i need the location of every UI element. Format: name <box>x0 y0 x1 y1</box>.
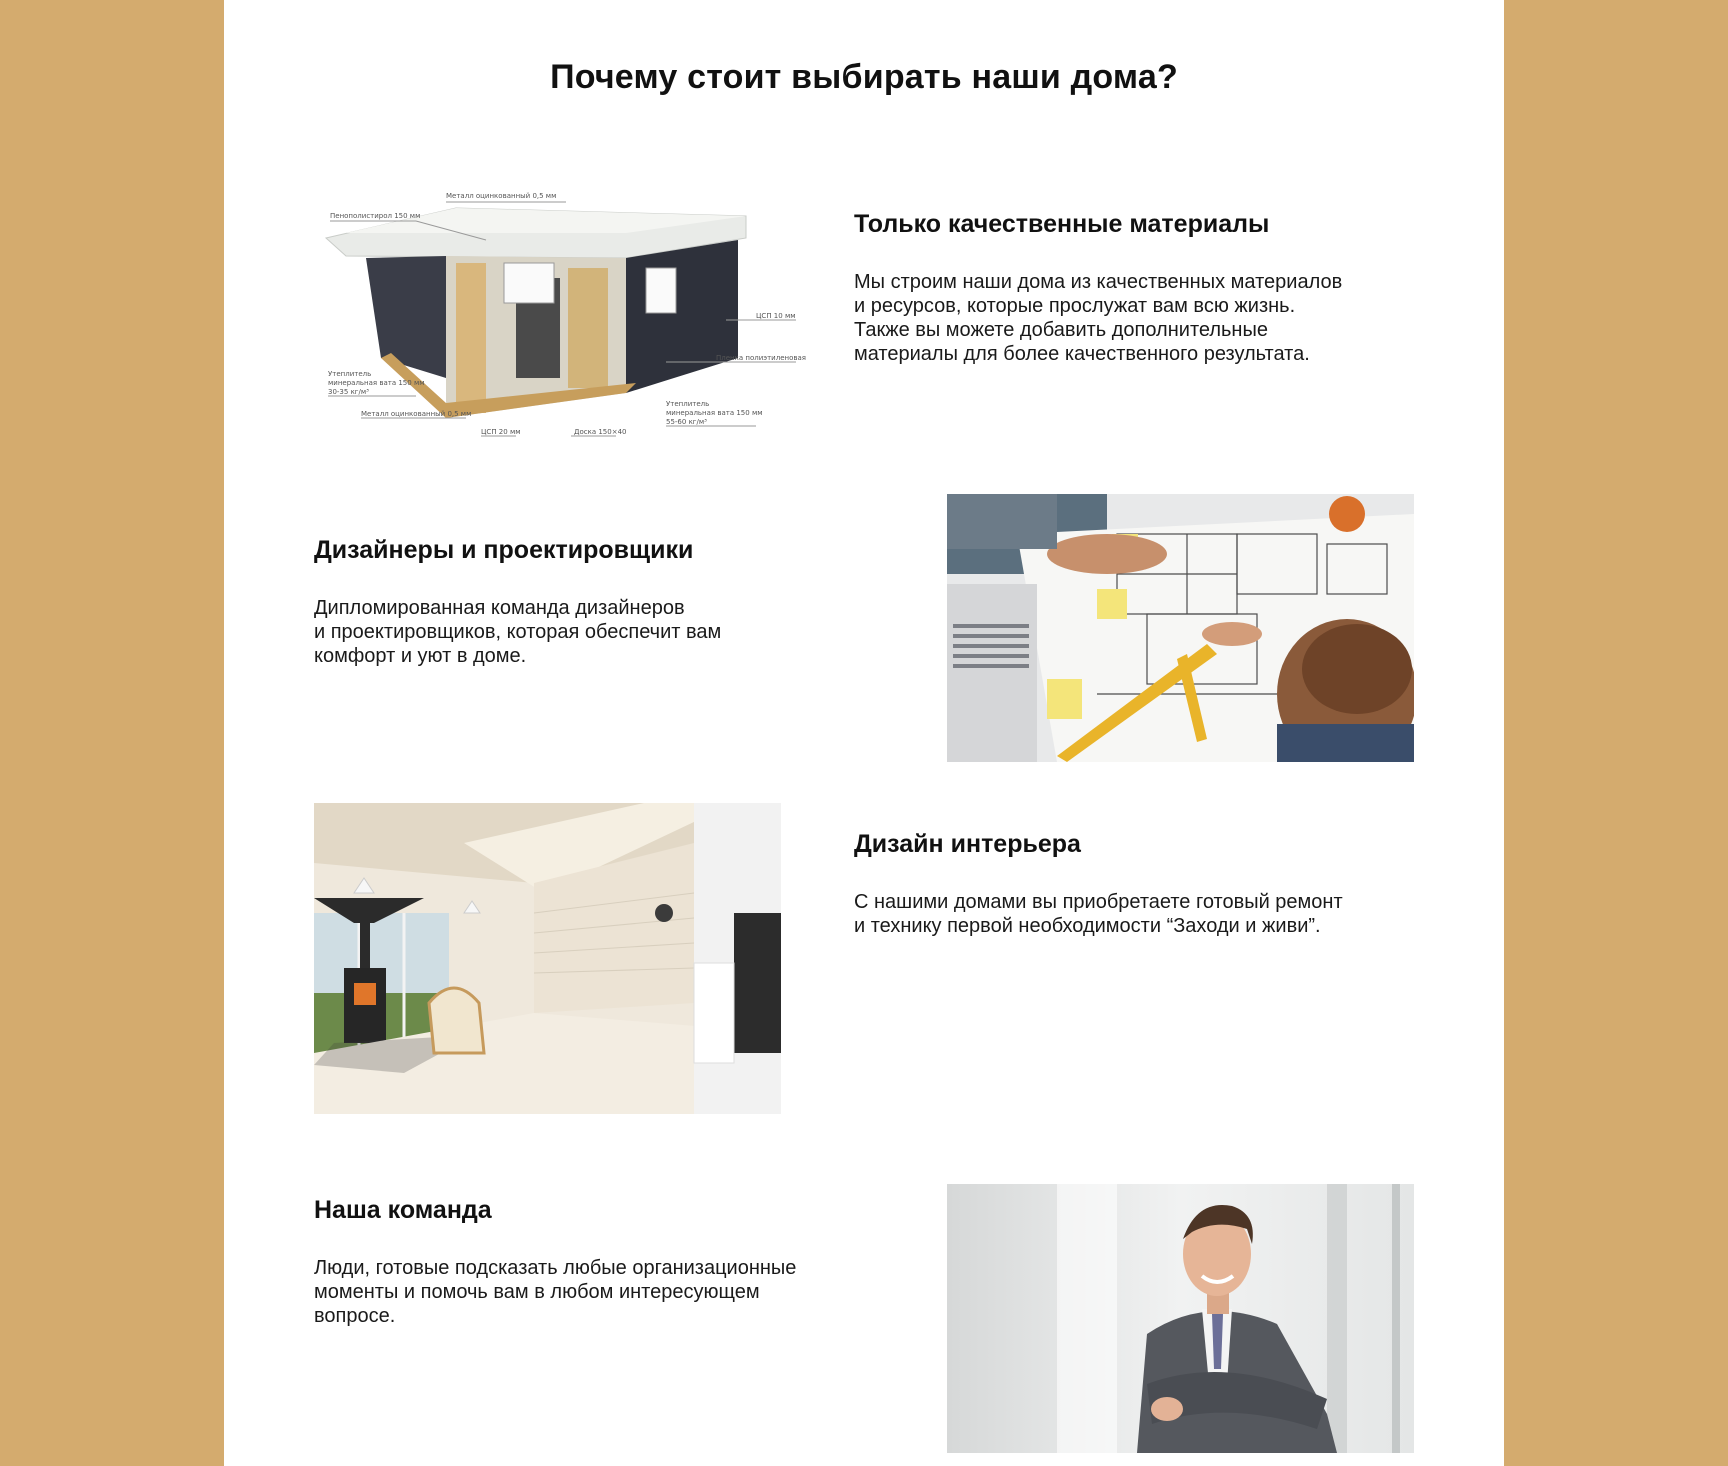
feature-text: Дипломированная команда дизайнеров и проектировщиков, которая обеспечит вам комфорт и уют в доме. <box>314 597 722 667</box>
blueprint-photo <box>947 494 1414 762</box>
label-insul-right-3: 55-60 кг/м³ <box>666 418 707 426</box>
label-foam: Пенополистирол 150 мм <box>330 212 421 220</box>
feature-text: Мы строим наши дома из качественных материалов и ресурсов, которые прослужат вам всю жизнь. Также вы можете добавить дополнительные материалы для более качественного результата. <box>854 271 1343 365</box>
feature-heading: Только качественные материалы <box>854 210 1270 238</box>
label-floor-metal: Металл оцинкованный 0,5 мм <box>361 410 472 418</box>
label-tsp20: ЦСП 20 мм <box>481 428 521 436</box>
interior-photo <box>314 803 781 1114</box>
page-title: Почему стоит выбирать наши дома? <box>550 58 1178 96</box>
feature-interior <box>854 828 1414 938</box>
label-board: Доска 150×40 <box>574 428 627 436</box>
feature-text: Люди, готовые подсказать любые организационные моменты и помочь вам в любом интересующем вопросе. <box>314 1257 797 1327</box>
label-insul-left-1: Утеплитель <box>328 370 372 378</box>
label-insul-right-1: Утеплитель <box>666 400 710 408</box>
feature-materials <box>854 208 1414 366</box>
team-person-photo <box>947 1184 1414 1453</box>
label-insul-left-2: минеральная вата 150 мм <box>328 379 425 387</box>
label-tsp10: ЦСП 10 мм <box>756 312 796 320</box>
feature-text: С нашими домами вы приобретаете готовый ремонт и технику первой необходимости “Заходи и живи”. <box>854 891 1343 937</box>
feature-heading: Дизайн интерьера <box>854 830 1081 858</box>
feature-team <box>314 1194 874 1328</box>
content-panel <box>224 0 1504 1466</box>
label-insul-right-2: минеральная вата 150 мм <box>666 409 763 417</box>
label-roof-metal: Металл оцинкованный 0,5 мм <box>446 192 557 200</box>
feature-heading: Дизайнеры и проектировщики <box>314 536 694 564</box>
feature-designers <box>314 534 874 668</box>
label-insul-left-3: 30-35 кг/м³ <box>328 388 369 396</box>
house-structure-diagram <box>306 178 814 454</box>
feature-heading: Наша команда <box>314 1196 492 1224</box>
label-film: Пленка полиэтиленовая <box>716 354 806 362</box>
